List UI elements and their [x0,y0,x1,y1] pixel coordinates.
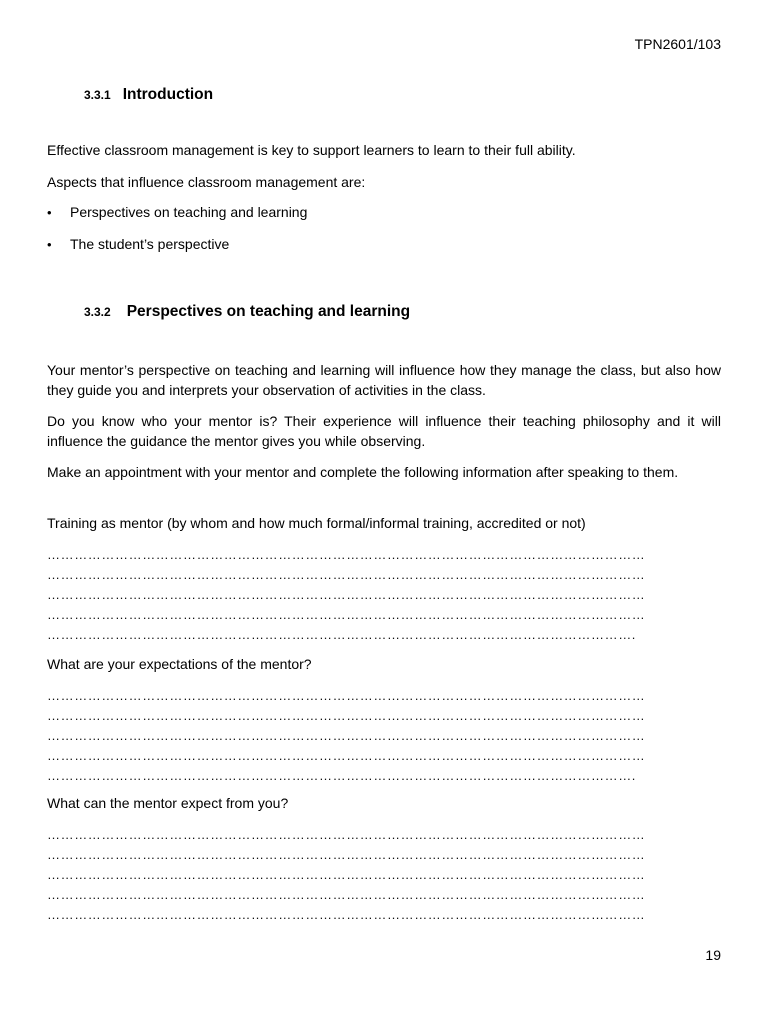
bullet-text: Perspectives on teaching and learning [70,204,308,220]
answer-line: …………………………………………………………………………………………………………………… [47,587,646,602]
question-prompt: Training as mentor (by whom and how much formal/informal training, accredited or not) [47,515,586,531]
intro-paragraph-2: Aspects that influence classroom management are: [47,174,366,190]
bullet-text: The student’s perspective [70,236,230,252]
answer-line: …………………………………………………………………………………………………………………… [47,887,646,902]
answer-line: …………………………………………………………………………………………………………………… [47,567,646,582]
intro-paragraph-1: Effective classroom management is key to support learners to learn to their full ability. [47,142,576,158]
bullet-item [47,236,229,252]
answer-line: …………………………………………………………………………………………………………………. [47,627,637,642]
page-number: 19 [705,947,721,963]
answer-line: …………………………………………………………………………………………………………………… [47,907,646,922]
answer-line: …………………………………………………………………………………………………………………… [47,547,646,562]
answer-line: …………………………………………………………………………………………………………………… [47,708,646,723]
section-heading-perspectives [84,303,410,321]
answer-line: …………………………………………………………………………………………………………………… [47,867,646,882]
answer-line: …………………………………………………………………………………………………………………. [47,768,637,783]
bullet-icon: • [47,237,52,252]
question-prompt: What can the mentor expect from you? [47,795,289,811]
body-paragraph-1: Your mentor’s perspective on teaching and learning will influence how they manage the class, but also how they guide you and interprets your observation of activities in the class. [47,362,721,398]
bullet-icon: • [47,205,52,220]
question-prompt: What are your expectations of the mentor? [47,656,312,672]
answer-lines[interactable] [47,825,713,925]
answer-line: …………………………………………………………………………………………………………………… [47,847,646,862]
document-code: TPN2601/103 [634,36,721,52]
answer-line: …………………………………………………………………………………………………………………… [47,748,646,763]
answer-lines[interactable] [47,545,713,645]
answer-lines[interactable] [47,686,713,786]
section-title: Introduction [122,86,214,103]
answer-line: …………………………………………………………………………………………………………………… [47,688,646,703]
section-title: Perspectives on teaching and learning [126,303,411,320]
answer-line: …………………………………………………………………………………………………………………… [47,607,646,622]
section-heading-introduction [84,86,213,104]
section-number: 3.3.2 [84,305,111,319]
answer-line: …………………………………………………………………………………………………………………… [47,827,646,842]
body-paragraph-2: Do you know who your mentor is? Their experience will influence their teaching philosophy and it will influence the guidance the mentor gives you while observing. [47,413,721,449]
answer-line: …………………………………………………………………………………………………………………… [47,728,646,743]
body-paragraph-3: Make an appointment with your mentor and complete the following information after speaking to them. [47,464,679,480]
section-number: 3.3.1 [84,88,111,102]
bullet-item [47,204,307,220]
